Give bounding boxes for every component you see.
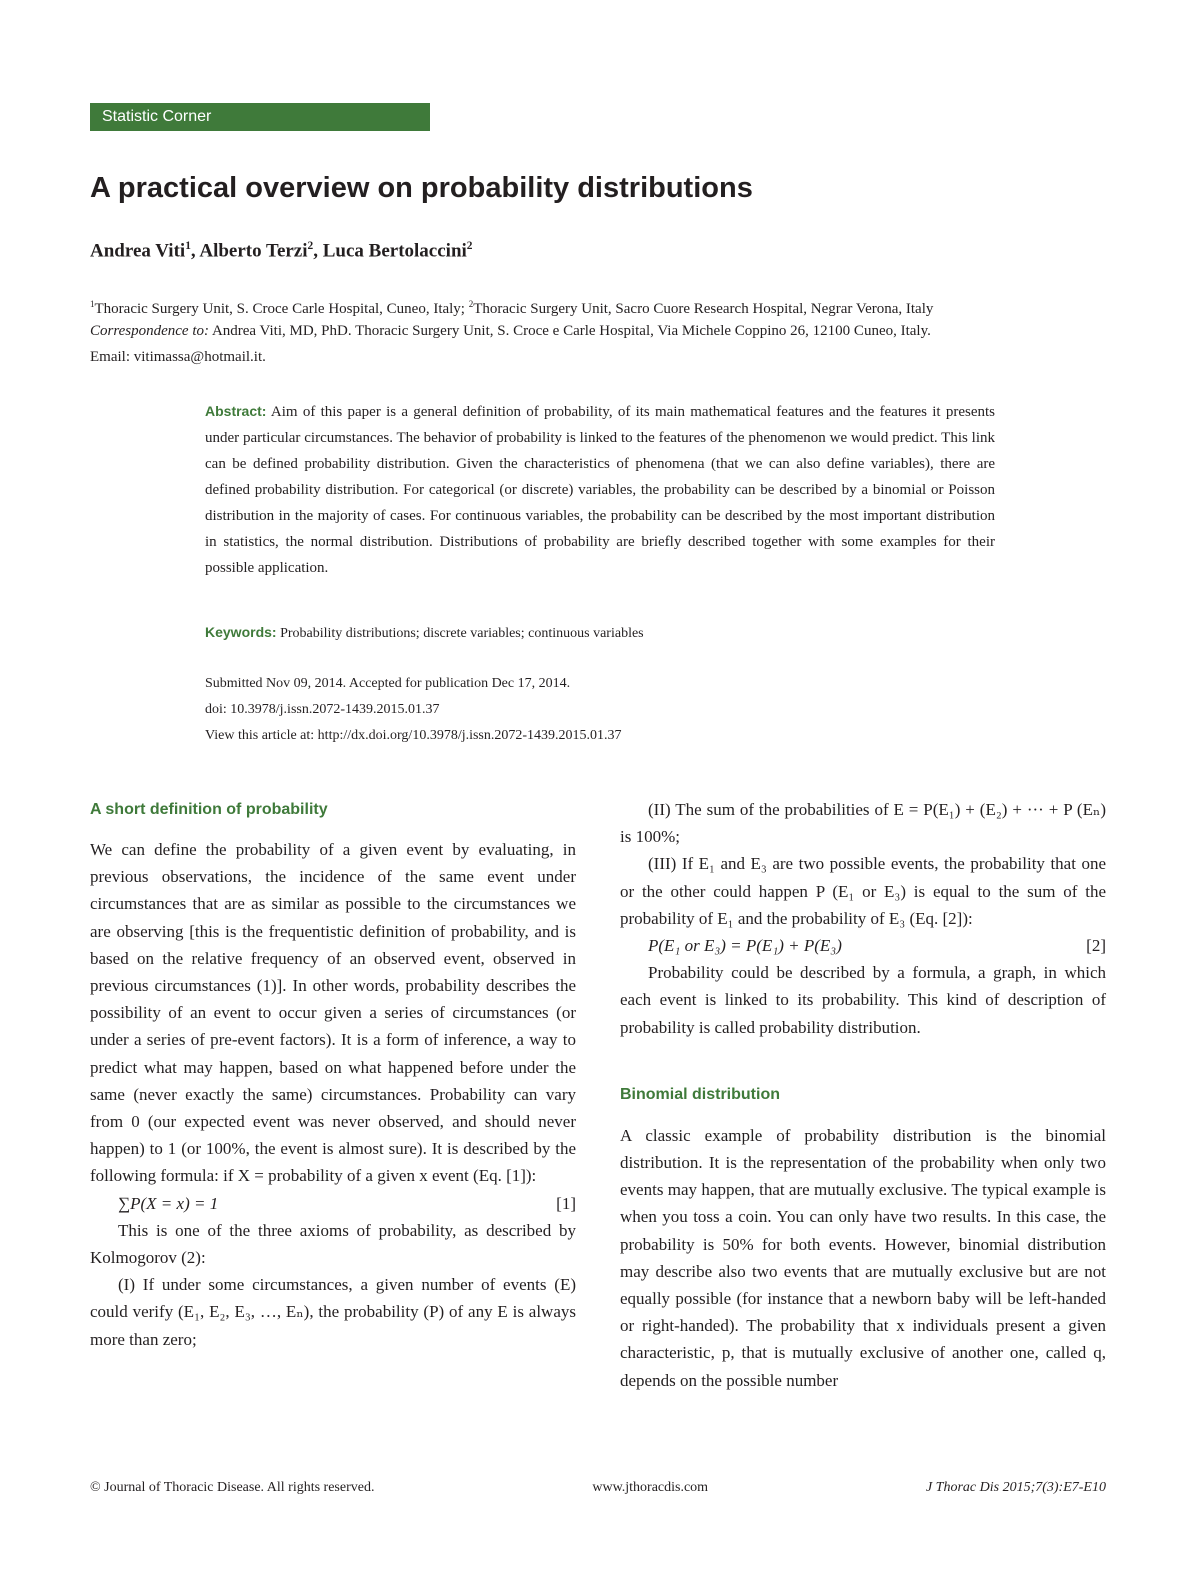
section-heading: A short definition of probability bbox=[90, 801, 328, 818]
equation-formula: ∑P(X = x) = 1 bbox=[118, 1193, 219, 1213]
submission-dates: Submitted Nov 09, 2014. Accepted for publication Dec 17, 2014. bbox=[205, 676, 571, 691]
keywords bbox=[205, 619, 644, 647]
equation-number: [2] bbox=[1086, 936, 1106, 956]
author-list: Andrea Viti$^1$, Alberto Terzi$^2$, Luca Bertolaccini$^2$ bbox=[90, 240, 473, 262]
affiliations: $^1$Thoracic Surgery Unit, S. Croce Carle Hospital, Cuneo, Italy; $^2$Thoracic Surgery Unit, Sacro Cuore Research Hospital, Negrar Verona, Italy bbox=[90, 299, 934, 317]
author-name: Alberto Terzi bbox=[199, 240, 308, 262]
equation-1 bbox=[90, 1190, 576, 1217]
correspondence-email: Email: vitimassa@hotmail.it. bbox=[90, 349, 266, 365]
axiom-2: (II) The sum of the probabilities of E = P(E₁) + (E₂) + ··· + P (Eₙ) is 100%; bbox=[620, 800, 1106, 847]
equation-formula: P(E₁ or E₃) = P(E₁) + P(E₃) bbox=[648, 936, 842, 956]
author-name: Luca Bertolaccini bbox=[322, 240, 467, 262]
equation-number: [1] bbox=[556, 1193, 576, 1213]
axiom-3: (III) If E₁ and E₃ are two possible events, the probability that one or the other could happen P (E₁ or E₃) is equal to the sum of the probability of E₁ and the probability of E₃ (Eq. [2]): bbox=[620, 854, 1106, 928]
paragraph: This is one of the three axioms of probability, as described by Kolmogorov (2): bbox=[90, 1220, 576, 1268]
keywords-label: Keywords: bbox=[205, 624, 277, 640]
section-heading: Binomial distribution bbox=[620, 1085, 780, 1103]
article-title: A practical overview on probability distributions bbox=[90, 172, 753, 204]
author-affiliation-mark: 2 bbox=[307, 240, 314, 252]
keywords-text: Probability distributions; discrete variables; continuous variables bbox=[276, 626, 644, 641]
section-banner bbox=[90, 103, 430, 131]
axiom-1: (I) If under some circumstances, a given number of events (E) could verify (E₁, E₂, E₃, …, Eₙ), the probability (P) of any E is always more than zero; bbox=[90, 1275, 576, 1349]
abstract-label: Abstract: bbox=[205, 403, 267, 419]
abstract bbox=[205, 398, 995, 581]
doi: doi: 10.3978/j.issn.2072-1439.2015.01.37 bbox=[205, 702, 440, 717]
right-column bbox=[620, 796, 1106, 1394]
section-tag: Statistic Corner bbox=[102, 108, 212, 125]
paragraph: Probability could be described by a formula, a graph, in which each event is linked to its probability. This kind of description of probability is called probability distribution. bbox=[620, 963, 1106, 1037]
page-footer bbox=[90, 1480, 1106, 1496]
author-affiliation-mark: 1 bbox=[185, 240, 191, 252]
footer-copyright: © Journal of Thoracic Disease. All rights reserved. bbox=[90, 1480, 375, 1495]
article-link[interactable]: View this article at: http://dx.doi.org/10.3978/j.issn.2072-1439.2015.01.37 bbox=[205, 728, 622, 743]
paragraph: We can define the probability of a given event by evaluating, in previous observations, the incidence of the same event under circumstances that are as similar as possible to the circumstances we are observing [this is the frequentistic definition of probability, and is based on the relative frequency of an observed event, observed in previous circumstances (1)]. In other words, probability describes the possibility of an event to occur given a series of circumstances (or under a series of pre-event factors). It is a form of inference, a way to predict what may happen, based on what happened before under the same (never exactly the same) circumstances. Probability can vary from 0 (our expected event was never observed, and should never happen) to 1 (or 100%, the event is almost sure). It is described by the following formula: if X = probability of a given x event (Eq. [1]): bbox=[90, 840, 576, 1186]
left-column bbox=[90, 796, 576, 1353]
author-affiliation-mark: 2 bbox=[466, 240, 473, 252]
author-name: Andrea Viti bbox=[90, 240, 186, 262]
abstract-text: Aim of this paper is a general definition of probability, of its main mathematical features and the features it presents under particular circumstances. The behavior of probability is linked to the features of the phenomenon we would predict. This link can be defined probability distribution. Given the characteristics of phenomena (that we can also define variables), there are defined probability distribution. For categorical (or discrete) variables, the probability can be described by a binomial or Poisson distribution in the majority of cases. For continuous variables, the probability can be described by the most important distribution in statistics, the normal distribution. Distributions of probability are briefly described together with some examples for their possible application. bbox=[205, 404, 995, 576]
equation-2 bbox=[620, 932, 1106, 959]
paragraph: A classic example of probability distribution is the binomial distribution. It is the representation of the probability when only two events may happen, that are mutually exclusive. The typical example is when you toss a coin. You can only have two results. In this case, the probability is 50% for both events. However, binomial distribution may describe also two events that are mutually exclusive but are not equally possible (for instance that a newborn baby will be left-handed or right-handed). The probability that x individuals present a given characteristic, p, that is mutually exclusive of another one, called q, depends on the possible number bbox=[620, 1125, 1106, 1390]
footer-issue: J Thorac Dis 2015;7(3):E7-E10 bbox=[925, 1480, 1106, 1495]
footer-url[interactable]: www.jthoracdis.com bbox=[592, 1480, 709, 1495]
correspondence: Correspondence to: Andrea Viti, MD, PhD. Thoracic Surgery Unit, S. Croce e Carle Hospital, Via Michele Coppino 26, 12100 Cuneo, Italy. bbox=[90, 323, 931, 339]
